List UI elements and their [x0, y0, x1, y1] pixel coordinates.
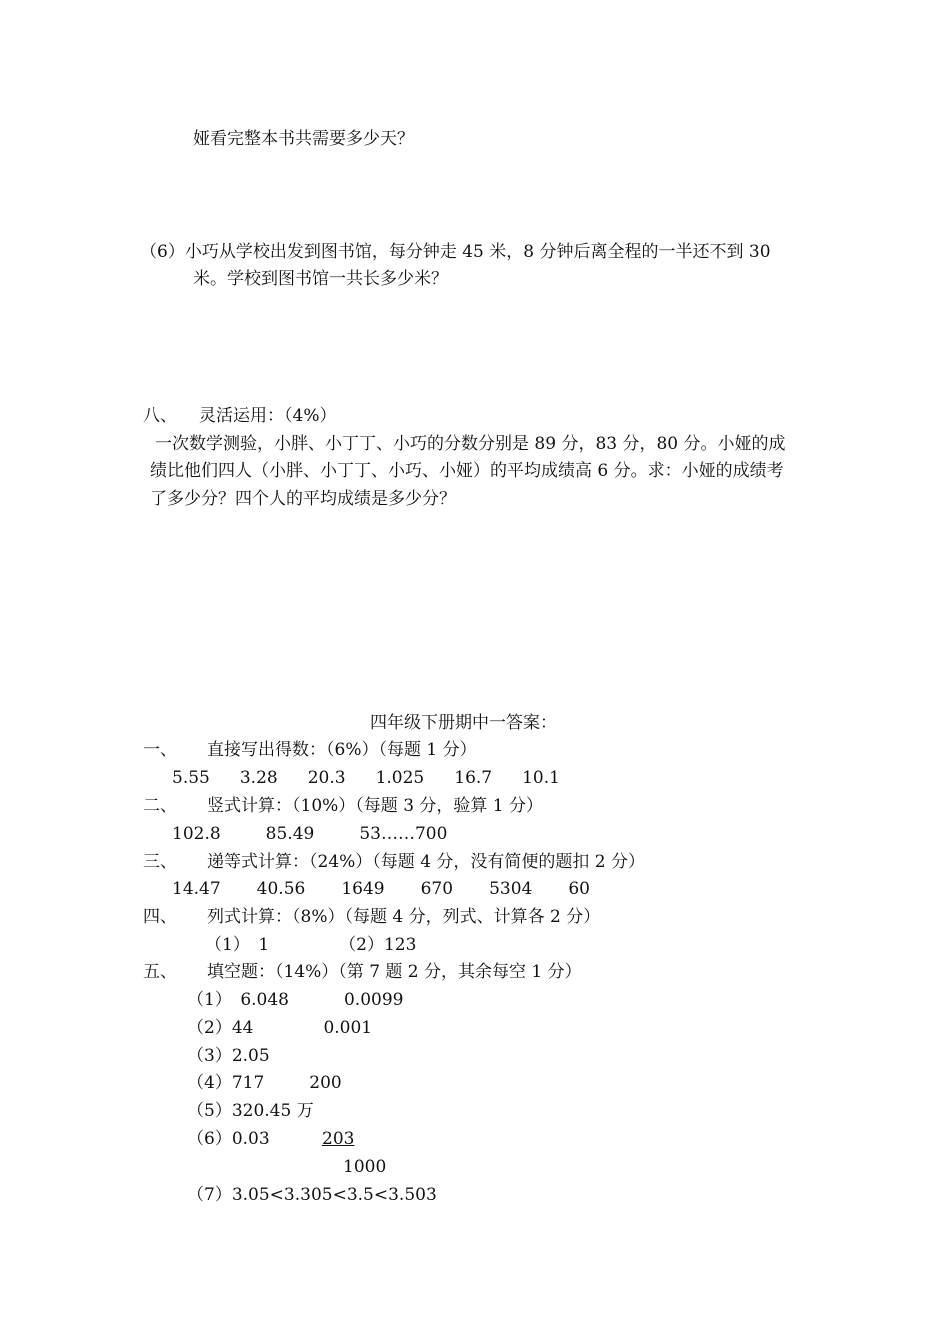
answer-value: （1） 1: [205, 935, 270, 955]
answer-value: 670: [420, 879, 454, 899]
answer-value: 16.7: [454, 768, 493, 788]
answer-section-2-values: [172, 823, 447, 845]
q6-line2: 米。学校到图书馆一共长多少米？: [193, 269, 448, 289]
answer-value: 5304: [489, 879, 533, 899]
answer-5-item-2: （2）44 0.001: [187, 1018, 373, 1038]
answer-value: 60: [568, 879, 590, 899]
section8-line1: 一次数学测验，小胖、小丁丁、小巧的分数分别是 89 分，83 分，80 分。小娅的成: [155, 434, 786, 454]
answer-5-item-6: （6）0.03: [187, 1129, 270, 1149]
answer-value: 40.56: [256, 879, 306, 899]
answer-value: 10.1: [522, 768, 560, 788]
answer-5-item-5: （5）320.45 万: [187, 1101, 314, 1121]
answer-value: 85.49: [265, 824, 315, 844]
answer-section-2-heading: 二、 竖式计算：（10%）（每题 3 分，验算 1 分）: [143, 796, 544, 816]
section8-number: 八、: [143, 406, 177, 426]
fraction-numerator: 203: [322, 1129, 355, 1149]
answer-section-1-heading: 一、 直接写出得数：（6%）（每题 1 分）: [143, 740, 477, 760]
q6-line1: （6）小巧从学校出发到图书馆，每分钟走 45 米，8 分钟后离全程的一半还不到 30: [140, 242, 771, 262]
fraction-denominator: 1000: [343, 1157, 387, 1177]
answer-5-item-4: （4）717 200: [187, 1073, 342, 1093]
answer-value: 53……700: [359, 824, 448, 844]
answer-value: 14.47: [172, 879, 221, 899]
answer-section-3-values: [172, 878, 590, 900]
section8-line2: 绩比他们四人（小胖、小丁丁、小巧、小娅）的平均成绩高 6 分。求：小娅的成绩考: [150, 461, 784, 481]
answer-section-1-values: [172, 767, 560, 789]
answer-5-item-3: （3）2.05: [187, 1046, 270, 1066]
answer-section-5-heading: 五、 填空题：（14%）（第 7 题 2 分，其余每空 1 分）: [143, 962, 582, 982]
section8-line3: 了多少分？四个人的平均成绩是多少分？: [150, 489, 456, 509]
answer-value: 102.8: [172, 824, 221, 844]
answer-value: 1649: [341, 879, 385, 899]
answer-value: 20.3: [307, 768, 346, 788]
answer-value: 1.025: [375, 768, 425, 788]
section8-heading: [143, 405, 336, 427]
answer-section-4-heading: 四、 列式计算：（8%）（每题 4 分，列式、计算各 2 分）: [143, 907, 601, 927]
section8-title: 灵活运用：（4%）: [199, 406, 337, 426]
answer-section-4-values: [205, 934, 416, 956]
answer-5-item-1: （1） 6.048 0.0099: [187, 990, 404, 1010]
answers-title: 四年级下册期中一答案：: [370, 713, 557, 733]
q5-continuation: 娅看完整本书共需要多少天？: [193, 129, 414, 149]
answer-5-item-7: （7）3.05<3.305<3.5<3.503: [187, 1185, 437, 1205]
answer-value: 3.28: [239, 768, 278, 788]
answer-section-3-heading: 三、 递等式计算：（24%）（每题 4 分，没有简便的题扣 2 分）: [143, 852, 646, 872]
answer-value: 5.55: [172, 768, 210, 788]
answer-value: （2）123: [339, 935, 417, 955]
